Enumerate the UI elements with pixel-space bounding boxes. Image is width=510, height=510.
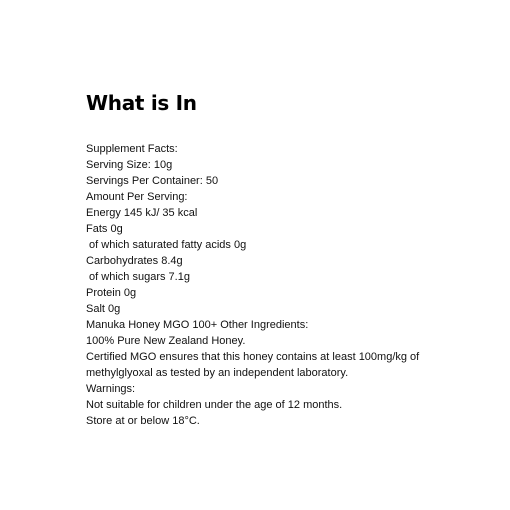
text-line: Protein 0g xyxy=(86,287,137,299)
text-line: Amount Per Serving: xyxy=(86,191,188,203)
supplement-facts-text xyxy=(86,141,496,429)
text-line: 100% Pure New Zealand Honey. xyxy=(86,335,246,347)
text-line: Manuka Honey MGO 100+ Other Ingredients: xyxy=(86,319,309,331)
text-line: Warnings: xyxy=(86,383,136,395)
text-line: Salt 0g xyxy=(86,303,121,315)
text-line: of which sugars 7.1g xyxy=(86,271,190,283)
text-line: Carbohydrates 8.4g xyxy=(86,255,183,267)
text-line: methylglyoxal as tested by an independent laboratory. xyxy=(86,367,349,379)
text-line: Energy 145 kJ/ 35 kcal xyxy=(86,207,198,219)
text-line: Serving Size: 10g xyxy=(86,159,173,171)
text-line: Supplement Facts: xyxy=(86,143,178,155)
text-line: Store at or below 18°C. xyxy=(86,415,200,427)
text-line: of which saturated fatty acids 0g xyxy=(86,239,247,251)
text-line: Servings Per Container: 50 xyxy=(86,175,219,187)
section-heading: What is In xyxy=(86,91,197,115)
text-line: Fats 0g xyxy=(86,223,123,235)
text-line: Certified MGO ensures that this honey contains at least 100mg/kg of xyxy=(86,351,420,363)
text-line: Not suitable for children under the age of 12 months. xyxy=(86,399,343,411)
